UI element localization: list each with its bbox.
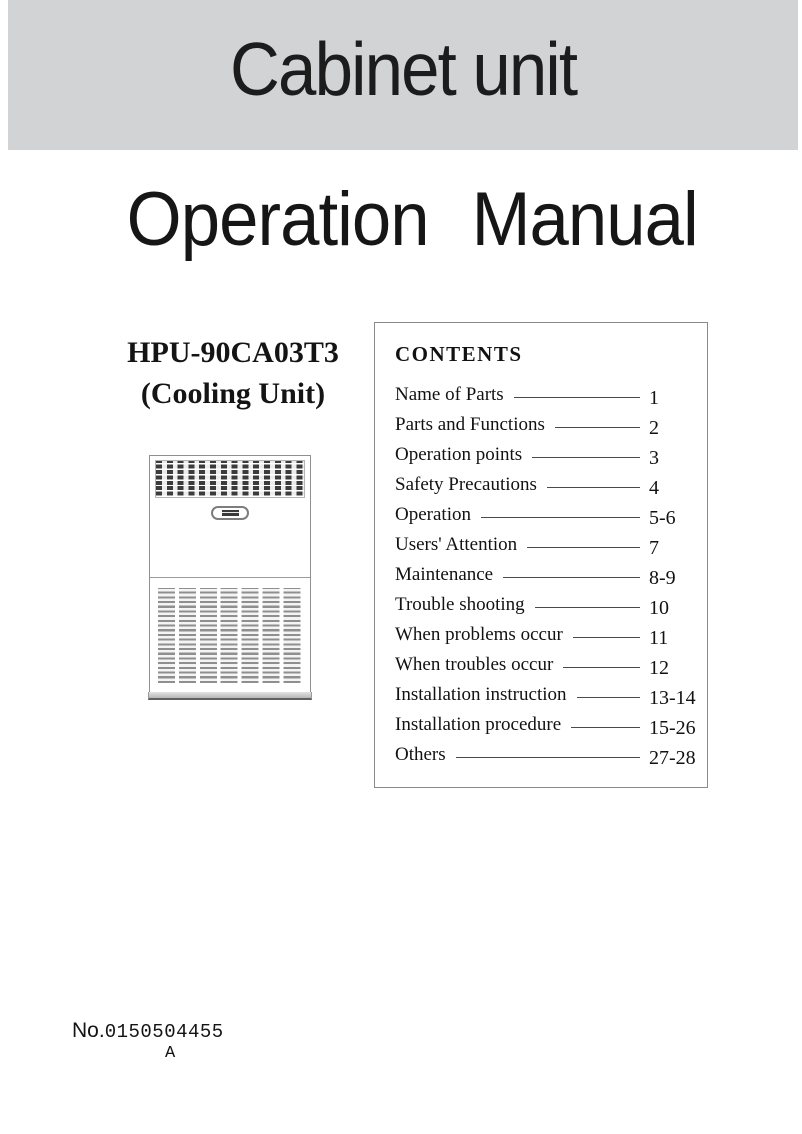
toc-item-label: Trouble shooting xyxy=(395,594,525,615)
unit-base xyxy=(148,692,312,700)
toc-item-page: 10 xyxy=(649,596,669,619)
contents-box xyxy=(374,322,708,788)
toc-row xyxy=(395,470,699,500)
toc-item-page: 7 xyxy=(649,536,659,559)
toc-leader-line xyxy=(547,487,640,488)
toc-item-label: Safety Precautions xyxy=(395,474,537,495)
toc-row xyxy=(395,650,699,680)
control-panel-oval xyxy=(211,506,249,520)
toc-item-page: 11 xyxy=(649,626,669,649)
toc-leader-line xyxy=(456,757,640,758)
document-number-line xyxy=(72,1019,224,1043)
model-number: HPU-90CA03T3 xyxy=(127,336,339,369)
toc-leader-line xyxy=(571,727,640,728)
toc-row xyxy=(395,380,699,410)
toc-row xyxy=(395,560,699,590)
toc-item-page: 2 xyxy=(649,416,659,439)
toc-row xyxy=(395,710,699,740)
toc-item-page: 27-28 xyxy=(649,746,696,769)
main-title-row xyxy=(0,176,802,263)
toc-item-page: 1 xyxy=(649,386,659,409)
doc-no-value: 0150504455 xyxy=(104,1021,224,1043)
toc-item-page: 15-26 xyxy=(649,716,696,739)
toc-leader-line xyxy=(573,637,640,638)
toc-item-label: When problems occur xyxy=(395,624,563,645)
toc-row xyxy=(395,410,699,440)
control-display xyxy=(222,510,239,516)
toc-item-page: 12 xyxy=(649,656,669,679)
model-block xyxy=(107,332,359,414)
toc-row xyxy=(395,740,699,770)
toc-row xyxy=(395,590,699,620)
toc-row xyxy=(395,440,699,470)
page-title: Operation Manual xyxy=(126,177,698,262)
toc-item-label: Operation points xyxy=(395,444,523,465)
cabinet-unit-illustration xyxy=(149,455,311,693)
toc-leader-line xyxy=(532,457,640,458)
toc-leader-line xyxy=(481,517,640,518)
toc-leader-line xyxy=(535,607,640,608)
toc-item-page: 5-6 xyxy=(649,506,676,529)
toc-row xyxy=(395,620,699,650)
toc-row xyxy=(395,500,699,530)
toc-item-label: Maintenance xyxy=(395,564,494,585)
toc-leader-line xyxy=(514,397,640,398)
front-panel-divider xyxy=(150,577,310,578)
cooling-unit-type: (Cooling Unit) xyxy=(140,377,326,410)
toc-leader-line xyxy=(577,697,640,698)
toc-item-label: Installation instruction xyxy=(395,684,567,705)
header-band xyxy=(8,0,798,150)
contents-heading: CONTENTS xyxy=(395,342,523,366)
toc-row xyxy=(395,530,699,560)
doc-revision: A xyxy=(165,1044,176,1063)
toc-leader-line xyxy=(563,667,640,668)
toc-item-page: 4 xyxy=(649,476,659,499)
doc-no-prefix: No. xyxy=(72,1019,105,1042)
toc-item-label: Users' Attention xyxy=(395,534,518,555)
toc-item-label: Installation procedure xyxy=(395,714,562,735)
toc-leader-line xyxy=(527,547,640,548)
toc-item-page: 3 xyxy=(649,446,659,469)
header-title: Cabinet unit xyxy=(229,27,577,111)
toc-item-page: 8-9 xyxy=(649,566,676,589)
toc-item-label: Name of Parts xyxy=(395,384,504,405)
toc-item-label: Operation xyxy=(395,504,471,525)
toc-item-page: 13-14 xyxy=(649,686,696,709)
toc-row xyxy=(395,680,699,710)
toc-item-label: When troubles occur xyxy=(395,654,554,675)
contents-list xyxy=(395,380,699,770)
toc-item-label: Others xyxy=(395,744,446,765)
air-intake-grille xyxy=(158,588,302,683)
document-number-block xyxy=(72,1019,224,1063)
toc-leader-line xyxy=(503,577,640,578)
toc-item-label: Parts and Functions xyxy=(395,414,545,435)
air-outlet-grille xyxy=(155,460,305,498)
toc-leader-line xyxy=(555,427,640,428)
